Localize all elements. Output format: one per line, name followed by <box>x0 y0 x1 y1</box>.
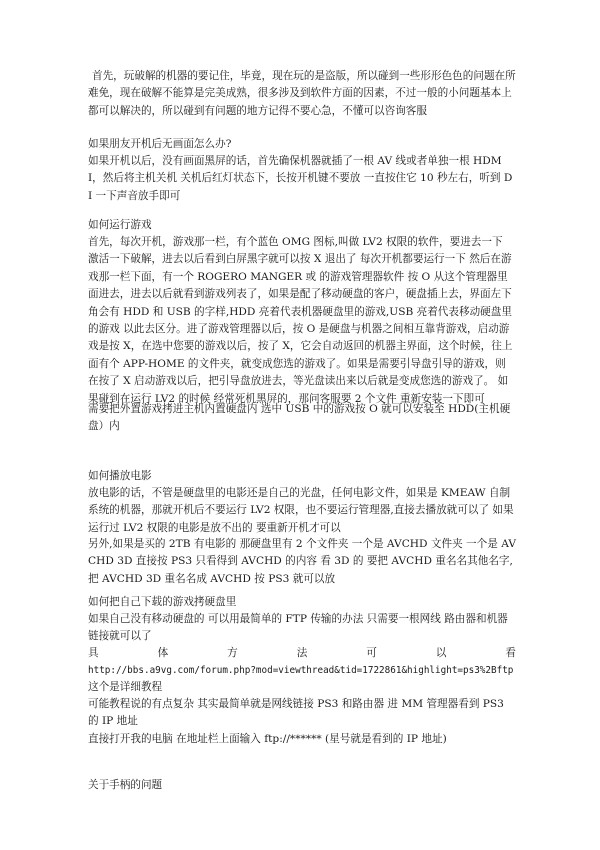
heading-controller: 关于手柄的问题 <box>88 779 163 791</box>
paragraph-ftp: 如果自己没有移动硬盘的 可以用最简单的 FTP 传输的办法 只需要一根网线 路由器和机器链接就可以了 <box>88 613 508 643</box>
paragraph-router: 可能教程说的有点复杂 其实最简单就是网线链接 PS3 和路由器 进 MM 管理器看到 PS3 的 IP 地址 <box>88 698 504 728</box>
tutorial-suffix: 这个是详细教程 <box>88 681 163 694</box>
heading-run-game: 如何运行游戏 <box>88 219 152 231</box>
paragraph-my-computer: 直接打开我的电脑 在地址栏上面输入 ftp://****** (星号就是看到的 IP 地址) <box>88 733 447 745</box>
method-line <box>88 645 516 662</box>
tutorial-link[interactable]: http://bbs.a9vg.com/forum.php?mod=viewthread&tid=1722861&highlight=ps3%2Bftp <box>88 665 514 676</box>
intro-paragraph: 首先，玩破解的机器的要记住，毕竟，现在玩的是盗版，所以碰到一些形形色色的问题在所难免，现在破解不能算是完美成熟，很多涉及到软件方面的因素，不过一般的小问题基本上都可以解决的，所以碰到有问题的地方记得不要心急，不懂可以咨询客服 <box>88 70 516 117</box>
method-word: 法 <box>296 647 308 659</box>
method-word: 以 <box>435 647 447 659</box>
method-word: 可 <box>366 647 377 659</box>
heading-copy-games: 如何把自己下载的游戏拷硬盘里 <box>88 596 237 608</box>
paragraph-play-movie: 放电影的话，不管是硬盘里的电影还是自己的光盘，任何电影文件，如果是 KMEAW 自制系统的机器，那就开机后不要运行 LV2 权限，也不要运行管理器,直接去播放就可以了 如果运行过 LV2 权限的电影是放不出的 要重新开机才可以 <box>88 487 514 534</box>
heading-play-movie: 如何播放电影 <box>88 470 152 482</box>
paragraph-no-display: 如果开机以后，没有画面黑屏的话，首先确保机器就插了一根 AV 线或者单独一根 HDMI，然后将主机关机 关机后红灯状态下，长按开机键不要放 一直按住它 10 秒左右，听到 DI 一下声音放手即可 <box>88 155 513 202</box>
method-word: 看 <box>505 647 516 659</box>
heading-no-display: 如果朋友开机后无画面怎么办? <box>88 138 232 150</box>
paragraph-copy-to-hdd: 需要把外置游戏拷进主机内置硬盘内 选中 USB 中的游戏按 O 就可以安装至 HDD(主机硬盘）内 <box>88 403 511 433</box>
method-word: 具 <box>88 647 99 659</box>
paragraph-run-game: 首先，每次开机，游戏那一栏，有个蓝色 OMG 图标,叫做 LV2 权限的软件，要进去一下 激活一下破解，进去以后看到白屏黑字就可以按 X 退出了 每次开机都要运行一下 然后在游戏那一栏下面，有一个 ROGERO MANGER 或 的游戏管理器软件 按 O 从这个管理器里面进去，进去以后就看到游戏列表了，如果是配了移动硬盘的客户，硬盘插上去，界面左下角会有 HDD 和 USB 的字样,HDD 亮着代表机器硬盘里的游戏,USB 亮着代表移动硬盘里的游戏 以此去区分。进了游戏管理器以后，按 O 是硬盘与机器之间相互靠背游戏，启动游戏是按 X，在选中您要的游戏以后，按了 X，它会自动返回的机器主界面，这个时候，往上面有个 APP-HOME 的文件夹，就变成您选的游戏了。如果是需要引导盘引导的游戏，则在按了 X 启动游戏以后，把引导盘放进去，等光盘读出来以后就是变成您选的游戏了。 如果碰到在运行 LV2 的时候 经常死机黑屏的，那问客服要 2 个文件 重新安装一下即可 <box>88 236 513 405</box>
method-word: 体 <box>157 647 169 659</box>
paragraph-avchd: 另外,如果是买的 2TB 有电影的 那硬盘里有 2 个文件夹 一个是 AVCHD 文件夹 一个是 AVCHD 3D 直接按 PS3 只看得到 AVCHD 的内容 看 3D 的 要把 AVCHD 重名名其他名字,把 AVCHD 3D 重名名成 AVCHD 按 PS3 就可以放 <box>88 538 516 585</box>
tutorial-line <box>88 662 516 697</box>
method-word: 方 <box>227 647 238 659</box>
